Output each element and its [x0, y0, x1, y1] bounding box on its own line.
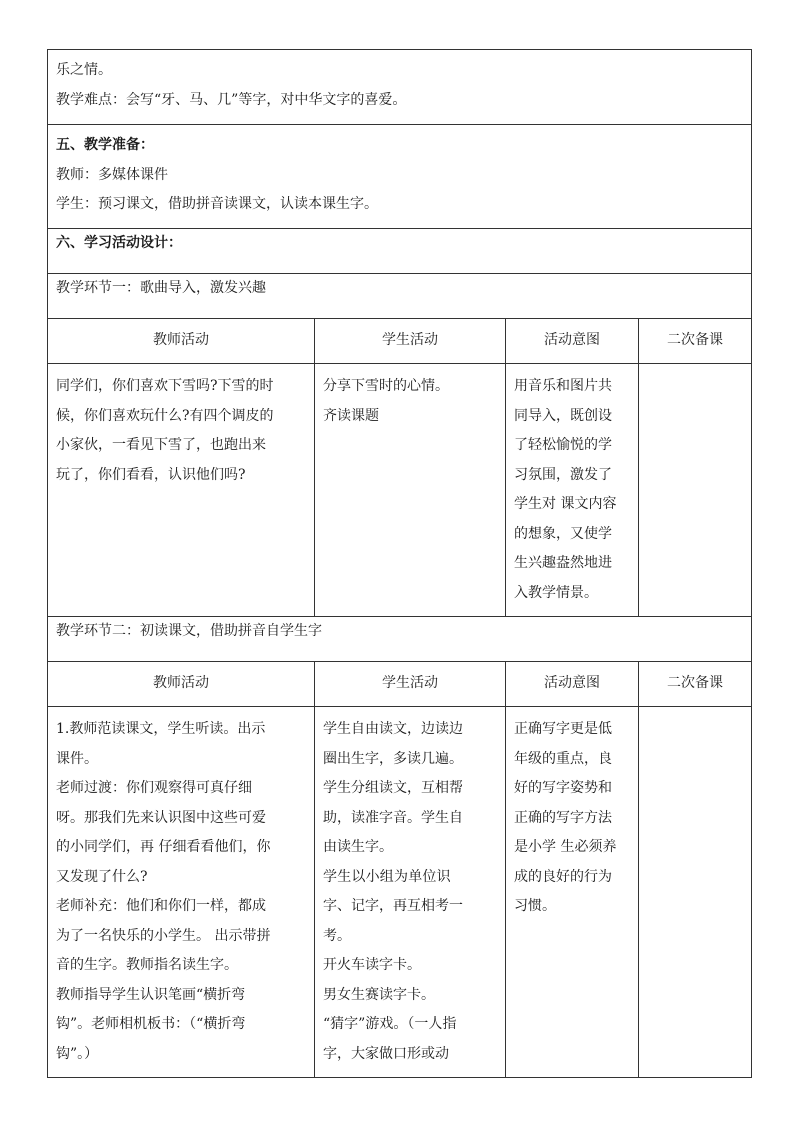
stage2-intent-line: 正确写字更是低 [514, 721, 612, 737]
stage2-intent-line: 是小学 生必须养 [514, 839, 617, 855]
activity-design-cell [48, 229, 752, 274]
stage2-teacher-line: 的小同学们，再 仔细看看他们，你 [56, 839, 271, 855]
stage2-body-row [48, 707, 752, 1078]
stage2-intent-line: 习惯。 [514, 898, 556, 914]
stage2-student-line: 由读生字。 [323, 839, 393, 855]
lesson-plan-page [47, 49, 751, 1078]
preparation-student-text: 学生：预习课文，借助拼音读课文，认读本课生字。 [56, 196, 378, 212]
stage2-student-line: 学生自由读文，边读边 [323, 721, 463, 737]
stage2-intent-line: 好的写字姿势和 [514, 780, 612, 796]
objectives-continuation-row [48, 50, 752, 125]
stage1-teacher-line: 小家伙，一看见下雪了，也跑出来 [56, 437, 266, 453]
stage1-student-line: 分享下雪时的心情。 [323, 378, 449, 394]
column-header-intent: 活动意图 [506, 662, 639, 707]
stage2-title: 教学环节二：初读课文，借助拼音自学生字 [56, 623, 322, 639]
stage2-student-line: 圈出生字，多读几遍。 [323, 750, 463, 767]
stage2-teacher-line: 钩”。老师相机板书：（“横折弯 [56, 1016, 246, 1032]
stage2-header-row [48, 662, 752, 707]
stage2-student-line: 助，读准字音。学生自 [323, 809, 463, 826]
stage2-title-row [48, 617, 752, 662]
stage1-teacher-line: 同学们，你们喜欢下雪吗?下雪的时 [56, 378, 274, 394]
stage2-teacher-line: 老师补充：他们和你们一样，都成 [56, 898, 266, 914]
stage2-teacher-line: 音的生字。教师指名读生字。 [56, 957, 238, 973]
stage1-intent-line: 同导入，既创设 [514, 407, 612, 424]
stage1-intent-line: 了轻松愉悦的学 [514, 437, 612, 453]
stage1-student-cell [315, 364, 506, 617]
stage2-intent-cell [506, 707, 639, 1078]
stage1-intent-line: 入教学情景。 [514, 584, 598, 601]
column-header-intent: 活动意图 [506, 319, 639, 364]
stage2-student-line: 学生以小组为单位识 [323, 868, 451, 885]
column-header-teacher: 教师活动 [48, 319, 315, 364]
stage1-intent-line: 用音乐和图片共 [514, 378, 612, 394]
stage2-student-cell [315, 707, 506, 1078]
stage1-teacher-cell [48, 364, 315, 617]
stage2-teacher-line: 为了一名快乐的小学生。 出示带拼 [56, 927, 271, 944]
stage1-title-cell [48, 274, 752, 319]
stage2-teacher-line: 钩”。） [56, 1045, 99, 1062]
objectives-continuation-cell [48, 50, 752, 125]
column-header-second: 二次备课 [639, 319, 752, 364]
stage2-student-line: 字、记字，再互相考一 [323, 898, 463, 914]
stage2-teacher-line: 课件。 [56, 750, 98, 767]
stage1-intent-line: 习氛围，激发了 [514, 466, 612, 483]
stage2-student-line: 男女生赛读字卡。 [323, 986, 435, 1003]
stage2-teacher-line: 老师过渡：你们观察得可真仔细 [56, 780, 252, 796]
column-header-teacher: 教师活动 [48, 662, 315, 707]
column-header-second: 二次备课 [639, 662, 752, 707]
stage2-intent-line: 正确的写字方法 [514, 809, 612, 826]
teaching-difficulty-text: 教学难点：会写“牙、马、几”等字，对中华文字的喜爱。 [56, 91, 407, 108]
stage2-student-line: 学生分组读文，互相帮 [323, 780, 463, 796]
stage1-intent-line: 生兴趣盎然地进 [514, 555, 612, 571]
stage1-header-row [48, 319, 752, 364]
activity-design-row [48, 229, 752, 274]
preparation-teacher-text: 教师：多媒体课件 [56, 166, 168, 183]
stage2-title-cell [48, 617, 752, 662]
stage1-intent-cell [506, 364, 639, 617]
stage1-title-row [48, 274, 752, 319]
stage2-student-line: 字，大家做口形或动 [323, 1045, 449, 1062]
stage1-teacher-line: 玩了，你们看看，认识他们吗? [56, 466, 246, 483]
column-header-student: 学生活动 [315, 662, 506, 707]
stage2-teacher-cell [48, 707, 315, 1078]
stage2-teacher-line: 又发现了什么? [56, 868, 148, 885]
stage2-student-line: 开火车读字卡。 [323, 957, 421, 973]
stage2-intent-line: 成的良好的行为 [514, 868, 612, 885]
preparation-heading: 五、教学准备： [56, 137, 154, 153]
stage1-student-line: 齐读课题 [323, 407, 379, 424]
preparation-cell [48, 125, 752, 229]
stage1-title: 教学环节一：歌曲导入，激发兴趣 [56, 280, 266, 296]
stage2-intent-line: 年级的重点，良 [514, 750, 612, 767]
stage2-teacher-line: 教师指导学生认识笔画“横折弯 [56, 986, 246, 1003]
stage2-second-cell [639, 707, 752, 1078]
column-header-student: 学生活动 [315, 319, 506, 364]
stage2-student-line: “猜字”游戏。（一人指 [323, 1016, 457, 1032]
stage1-body-row [48, 364, 752, 617]
stage2-teacher-line: 1.教师范读课文，学生听读。出示 [56, 721, 266, 737]
objectives-tail-text: 乐之情。 [56, 62, 112, 78]
lesson-plan-table [47, 49, 752, 1078]
stage1-teacher-line: 候，你们喜欢玩什么?有四个调皮的 [56, 407, 274, 424]
stage1-intent-line: 学生对 课文内容 [514, 496, 617, 512]
stage1-second-cell [639, 364, 752, 617]
stage1-intent-line: 的想象，又使学 [514, 525, 612, 542]
stage2-student-line: 考。 [323, 927, 351, 944]
stage2-teacher-line: 呀。那我们先来认识图中这些可爱 [56, 809, 266, 826]
preparation-row [48, 125, 752, 229]
activity-design-heading: 六、学习活动设计： [56, 235, 182, 251]
